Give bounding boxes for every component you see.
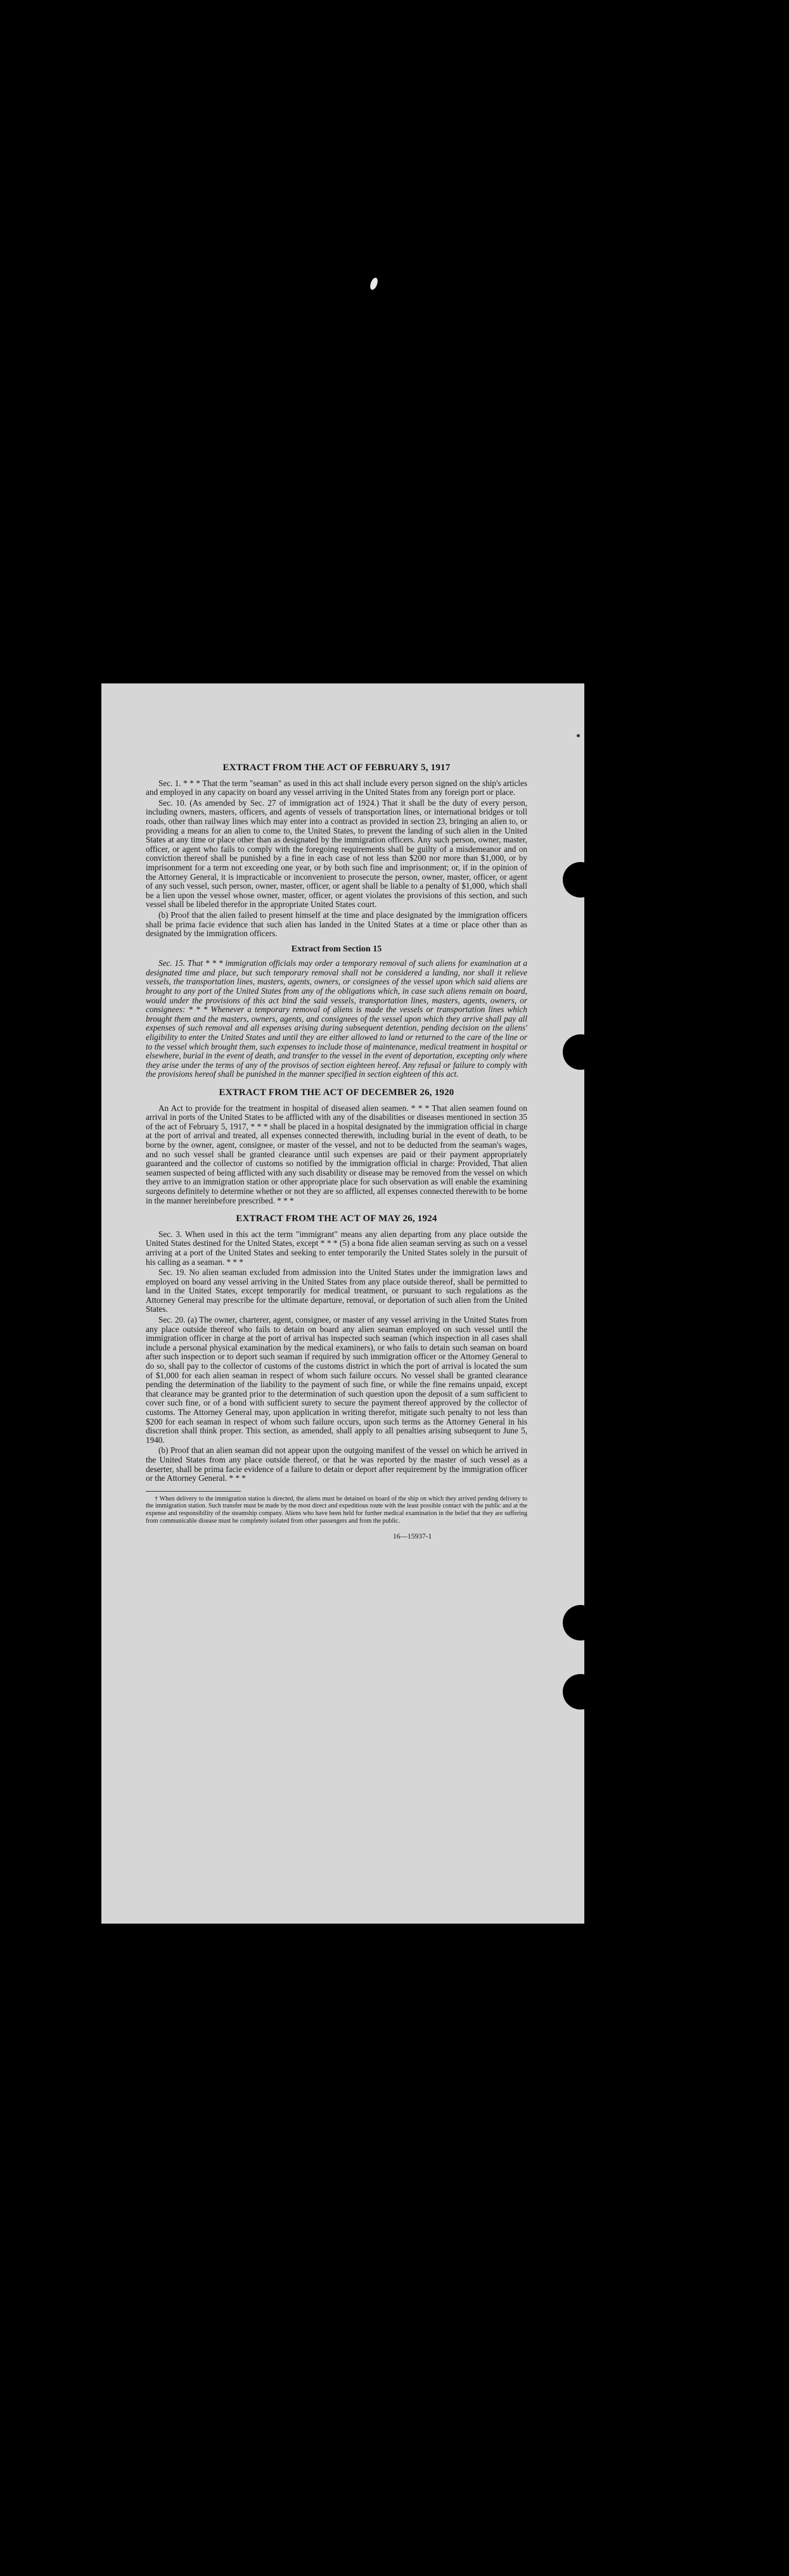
- footnote: † When delivery to the immigration station is directed, the aliens must be detained on board of the ship on which they arrived pending delivery to the immigration station. Such transfer must be made by the most direct and expeditious route with the least possible contact with the public and at the expense and responsibility of the steamship company. Aliens who have been held for further medical examination in the belief that they are suffering from communicable disease must be completely isolated from other passengers and from the public.: [146, 1495, 527, 1525]
- heading-act-1917: EXTRACT FROM THE ACT OF FEBRUARY 5, 1917: [222, 763, 451, 773]
- document-page: [101, 683, 584, 1924]
- page-dot: [577, 734, 580, 737]
- paragraph-sec19: Sec. 19. No alien seaman excluded from admission into the United States under the immigration laws and employed on board any vessel arriving in the United States from any place outside thereof, shall be permitted to land in the United States, except temporarily for medical treatment, or pursuant to such regulations as the Attorney General may prescribe for the ultimate departure, removal, or deportation of such alien from the United States.: [146, 1267, 527, 1314]
- paragraph-sec10: Sec. 10. (As amended by Sec. 27 of immigration act of 1924.) That it shall be the duty of every person, including owners, masters, officers, and agents of vessels of transportation lines, or international bridges or toll roads, other than railway lines which may enter into a contract as provided in section 23, bringing an alien to, or providing a means for an alien to come to, the United States, to prevent the landing of such alien in the United States at any time or place other than as designated by the immigration officers. Any such person, owner, master, officer, or agent who fails to comply with the foregoing requirements shall be guilty of a misdemeanor and on conviction thereof shall be punished by a fine in each case of not less than $200 nor more than $1,000, or by imprisonment for a term not exceeding one year, or by both such fine and imprisonment; or, if in the opinion of the Attorney General, it is impracticable or inconvenient to prosecute the person, owner, master, officer, or agent of any such vessel, such person, owner, master, officer, or agent shall be liable to a penalty of $1,000, which shall be a lien upon the vessel whose owner, master, officer, or agent violates the provisions of this section, and such vessel shall be libeled therefor in the appropriate United States court.: [146, 797, 527, 910]
- punch-hole-top: [563, 862, 584, 898]
- paragraph-sec15: Sec. 15. That * * * immigration officials may order a temporary removal of such aliens for examination at a designated time and place, but such temporary removal shall not be considered a landing, nor shall it relieve vessels, the transportation lines, masters, agents, owners, or consignees of the vessel upon which said aliens are brought to any port of the United States from any of the obligations which, in case such aliens remain on board, would under the provisions of this act bind the said vessels, transportation lines, masters, agents, owners, or consignees: * * * Whenever a temporary removal of aliens is made the vessels or transportation lines which brought them and the masters, owners, agents, and consignees of the vessel upon which they arrive shall pay all expenses of such removal and all expenses arising during subsequent detention, pending decision on the aliens' eligibility to enter the United States and until they are either allowed to land or returned to the care of the line or to the vessel which brought them, such expenses to include those of maintenance, medical treatment in hospital or elsewhere, burial in the event of death, and transfer to the vessel in the event of deportation, excepting only where they arise under the terms of any of the provisos of section eighteen hereof. Any refusal or failure to comply with the provisions hereof shall be punished in the manner specified in section eighteen of this act.: [146, 958, 527, 1079]
- punch-hole-lower: [563, 1605, 584, 1640]
- paragraph-sec10-b: (b) Proof that the alien failed to present himself at the time and place designated by the immigration officers shall be prima facie evidence that such alien has landed in the United States at a time or place other than as designated by the immigration officers.: [146, 910, 527, 939]
- film-speck: [369, 277, 379, 291]
- paragraph-sec20-b: (b) Proof that an alien seaman did not appear upon the outgoing manifest of the vessel on which he arrived in the United States from any place outside thereof, or that he was reported by the master of such vessel as a deserter, shall be prima facie evidence of a failure to detain or deport after requirement by the immigration officer or the Attorney General. * * *: [146, 1445, 527, 1483]
- footnote-divider: [146, 1491, 241, 1492]
- punch-hole-upper: [563, 1034, 584, 1070]
- paragraph-sec1: Sec. 1. * * * That the term "seaman" as used in this act shall include every person signed on the ship's articles and employed in any capacity on board any vessel arriving in the United States from any foreign port or place.: [146, 778, 527, 797]
- heading-act-1920: EXTRACT FROM THE ACT OF DECEMBER 26, 1920: [219, 1088, 454, 1098]
- paragraph-sec20-a: Sec. 20. (a) The owner, charterer, agent, consignee, or master of any vessel arriving in the United States from any place outside thereof who fails to detain on board any alien seaman employed on such vessel until the immigration officer in charge at the port of arrival has inspected such seaman (which inspection in all cases shall include a personal physical examination by the medical examiners), or who fails to detain such seaman on board after such inspection or to deport such seaman if required by such immigration officer or the Attorney General to do so, shall pay to the collector of customs of the customs district in which the port of arrival is located the sum of $1,000 for each alien seaman in respect of whom such failure occurs. No vessel shall be granted clearance pending the determination of the liability to the payment of such fine, or while the fine remains unpaid, except that clearance may be granted prior to the determination of such question upon the deposit of a sum sufficient to cover such fine, or of a bond with sufficient surety to secure the payment thereof approved by the collector of customs. The Attorney General may, upon application in writing therefor, mitigate such penalty to not less than $200 for each seaman in respect of whom such failure occurs, upon such terms as the Attorney General in his discretion shall think proper. This section, as amended, shall apply to all penalties arising subsequent to June 5, 1940.: [146, 1315, 527, 1445]
- punch-hole-bottom: [563, 1674, 584, 1710]
- heading-act-1924: EXTRACT FROM THE ACT OF MAY 26, 1924: [236, 1214, 437, 1224]
- heading-section-15: Extract from Section 15: [291, 944, 382, 954]
- paragraph-act-1920: An Act to provide for the treatment in hospital of diseased alien seamen. * * * That alien seamen found on arrival in ports of the United States to be afflicted with any of the disabilities or diseases mentioned in section 35 of the act of February 5, 1917, * * * shall be placed in a hospital designated by the immigration official in charge at the port of arrival and treated, all expenses connected therewith, including burial in the event of death, to be borne by the owner, agent, consignee, or master of the vessel, and not to be deducted from the seaman's wages, and no such vessel shall be granted clearance until such expenses are paid or their payment appropriately guaranteed and the collector of customs so notified by the immigration official in charge: Provided, That alien seamen suspected of being afflicted with any such disability or disease may be removed from the vessel on which they arrive to an immigration station or other appropriate place for such observation as will enable the examining surgeons definitely to determine whether or not they are so afflicted, all expenses connected therewith to be borne in the manner hereinbefore prescribed. * * *: [146, 1103, 527, 1205]
- paragraph-sec3: Sec. 3. When used in this act the term "immigrant" means any alien departing from any place outside the United States destined for the United States, except * * * (5) a bona fide alien seaman serving as such on a vessel arriving at a port of the United States and seeking to enter temporarily the United States solely in the pursuit of his calling as a seaman. * * *: [146, 1229, 527, 1267]
- form-number: 16—15937-1: [393, 1533, 432, 1541]
